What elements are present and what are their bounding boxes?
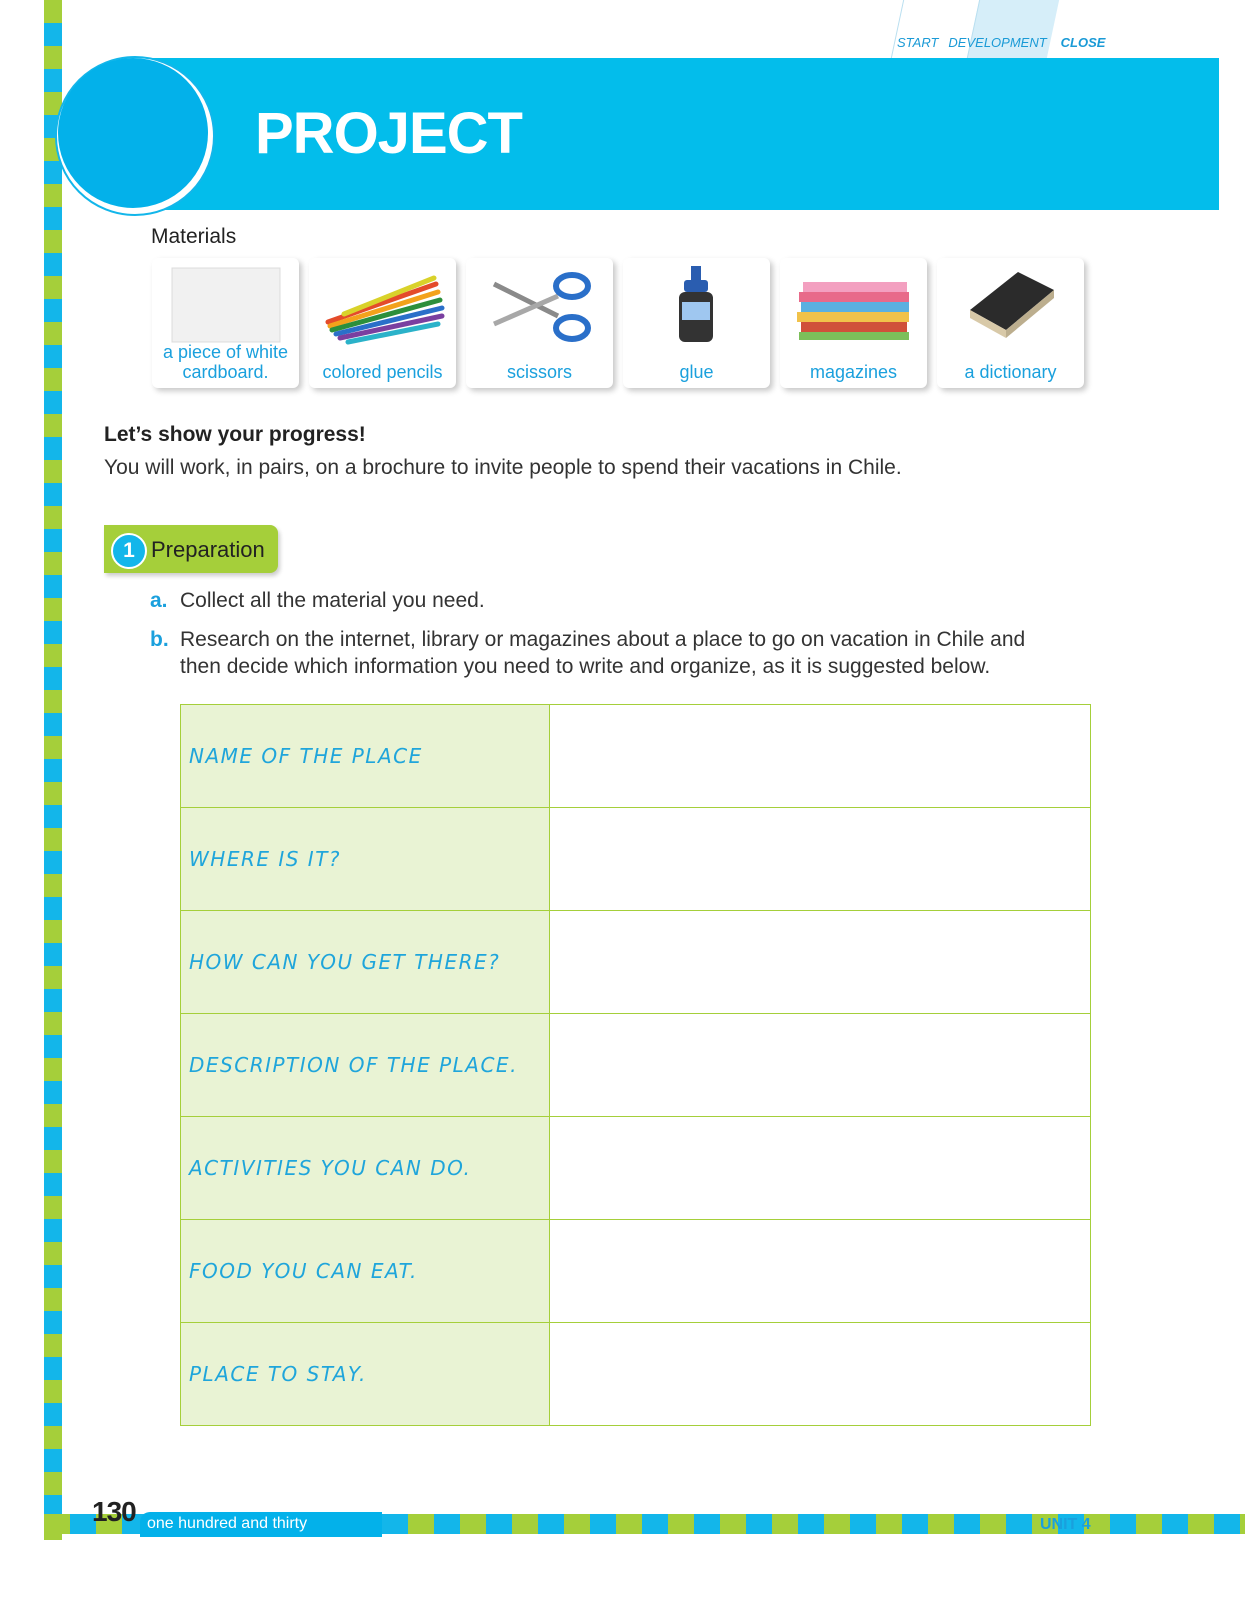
border-segment [44, 782, 62, 805]
border-segment [44, 1196, 62, 1219]
table-row [181, 705, 1091, 808]
border-segment [720, 1514, 746, 1534]
instruction-text: then decide which information you need to write and organize, as it is suggested below. [180, 655, 991, 678]
border-segment [876, 1514, 902, 1534]
table-row [181, 1323, 1091, 1426]
border-segment [408, 1514, 434, 1534]
brochure-planning-table [180, 704, 1091, 1426]
table-row [181, 808, 1091, 911]
progress-heading: Let’s show your progress! [104, 423, 366, 446]
border-segment [44, 1242, 62, 1265]
scissors-icon [466, 264, 613, 346]
border-segment [772, 1514, 798, 1534]
border-segment [850, 1514, 876, 1534]
border-segment [902, 1514, 928, 1534]
border-segment [1136, 1514, 1162, 1534]
border-segment [44, 805, 62, 828]
border-segment [44, 276, 62, 299]
answer-cell[interactable] [550, 1220, 1091, 1323]
border-segment [486, 1514, 512, 1534]
border-segment [44, 598, 62, 621]
material-card [623, 258, 770, 388]
border-segment [44, 414, 62, 437]
answer-cell[interactable] [550, 1323, 1091, 1426]
border-segment [1006, 1514, 1032, 1534]
border-segment [382, 1514, 408, 1534]
border-segment [44, 966, 62, 989]
border-segment [44, 989, 62, 1012]
section-title: Preparation [151, 537, 265, 562]
tab-development: DEVELOPMENT [948, 35, 1047, 50]
glue-icon [623, 264, 770, 346]
table-row [181, 1220, 1091, 1323]
material-card [937, 258, 1084, 388]
border-segment [746, 1514, 772, 1534]
border-segment [44, 1127, 62, 1150]
border-segment [44, 552, 62, 575]
table-row [181, 911, 1091, 1014]
material-label: scissors [506, 362, 572, 382]
border-segment [44, 1334, 62, 1357]
border-segment [44, 345, 62, 368]
unit-label: UNIT 4 [1040, 1516, 1091, 1533]
border-segment [1188, 1514, 1214, 1534]
border-segment [512, 1514, 538, 1534]
border-segment [44, 1081, 62, 1104]
border-segment [44, 575, 62, 598]
border-segment [44, 506, 62, 529]
border-segment [44, 184, 62, 207]
border-segment [44, 1426, 62, 1449]
material-card [309, 258, 456, 388]
border-segment [590, 1514, 616, 1534]
border-segment [44, 1150, 62, 1173]
banner-circle [58, 58, 208, 208]
border-segment [44, 1288, 62, 1311]
instruction-text: Collect all the material you need. [180, 589, 485, 612]
border-segment [434, 1514, 460, 1534]
border-segment [44, 897, 62, 920]
row-label: DESCRIPTION OF THE PLACE. [181, 1014, 550, 1117]
border-segment [798, 1514, 824, 1534]
border-segment [44, 207, 62, 230]
border-segment [668, 1514, 694, 1534]
border-segment [44, 920, 62, 943]
tab-close: CLOSE [1060, 35, 1106, 50]
instruction-letter: a. [150, 589, 168, 612]
material-label: colored pencils [322, 362, 443, 382]
dictionary-icon [937, 264, 1084, 346]
material-card [780, 258, 927, 388]
left-decorative-border [44, 0, 62, 1540]
border-segment [44, 0, 62, 23]
border-segment [44, 368, 62, 391]
border-segment [44, 460, 62, 483]
border-segment [44, 69, 62, 92]
border-segment [616, 1514, 642, 1534]
table-row [181, 1014, 1091, 1117]
border-segment [824, 1514, 850, 1534]
border-segment [954, 1514, 980, 1534]
material-label: a dictionary [964, 362, 1057, 382]
material-label: magazines [809, 362, 898, 382]
answer-cell[interactable] [550, 808, 1091, 911]
border-segment [44, 1472, 62, 1495]
border-segment [1110, 1514, 1136, 1534]
border-segment [44, 46, 62, 69]
instruction-b [150, 626, 1025, 680]
row-label: ACTIVITIES YOU CAN DO. [181, 1117, 550, 1220]
section-preparation-badge [104, 525, 278, 573]
border-segment [44, 1357, 62, 1380]
border-segment [44, 483, 62, 506]
border-segment [44, 299, 62, 322]
instruction-text: Research on the internet, library or magazines about a place to go on vacation in Chile and [180, 628, 1026, 651]
section-number: 1 [111, 533, 147, 569]
border-segment [1162, 1514, 1188, 1534]
border-segment [642, 1514, 668, 1534]
border-segment [44, 1219, 62, 1242]
instruction-letter: b. [150, 628, 169, 651]
border-segment [44, 529, 62, 552]
border-segment [44, 1380, 62, 1403]
row-label: FOOD YOU CAN EAT. [181, 1220, 550, 1323]
border-segment [44, 736, 62, 759]
border-segment [44, 1311, 62, 1334]
materials-list [152, 258, 1084, 388]
border-segment [538, 1514, 564, 1534]
border-segment [44, 1035, 62, 1058]
border-segment [44, 23, 62, 46]
border-segment [928, 1514, 954, 1534]
border-segment [44, 437, 62, 460]
material-card [152, 258, 299, 388]
border-segment [44, 690, 62, 713]
border-segment [44, 1058, 62, 1081]
border-segment [44, 230, 62, 253]
border-segment [44, 1104, 62, 1127]
border-segment [44, 391, 62, 414]
page-number-words: one hundred and thirty [147, 1515, 308, 1532]
border-segment [44, 1403, 62, 1426]
border-segment [1214, 1514, 1240, 1534]
page-number: 130 [92, 1496, 136, 1527]
border-segment [44, 322, 62, 345]
table-row [181, 1117, 1091, 1220]
border-segment [44, 759, 62, 782]
instruction-a [150, 587, 485, 614]
material-label: a piece of white cardboard. [162, 342, 289, 382]
border-segment [44, 943, 62, 966]
border-segment [694, 1514, 720, 1534]
answer-cell[interactable] [550, 911, 1091, 1014]
answer-cell[interactable] [550, 1014, 1091, 1117]
magazines-icon [780, 264, 927, 346]
row-label: WHERE IS IT? [181, 808, 550, 911]
border-segment [980, 1514, 1006, 1534]
colored-pencils-icon [309, 264, 456, 346]
page-title: PROJECT [255, 101, 522, 166]
border-segment [460, 1514, 486, 1534]
row-label: PLACE TO STAY. [181, 1323, 550, 1426]
section-tabs [805, 0, 1106, 58]
border-segment [44, 713, 62, 736]
cardboard-icon [152, 264, 299, 346]
border-segment [44, 621, 62, 644]
border-segment [44, 1265, 62, 1288]
material-label: glue [679, 362, 714, 382]
border-segment [44, 253, 62, 276]
row-label: NAME OF THE PLACE [181, 705, 550, 808]
tab-start: START [897, 35, 939, 50]
border-segment [44, 1012, 62, 1035]
border-segment [44, 851, 62, 874]
answer-cell[interactable] [550, 705, 1091, 808]
progress-description: You will work, in pairs, on a brochure to invite people to spend their vacations in Chile. [104, 456, 902, 479]
border-segment [44, 667, 62, 690]
border-segment [44, 644, 62, 667]
materials-heading: Materials [151, 225, 237, 248]
material-card [466, 258, 613, 388]
answer-cell[interactable] [550, 1117, 1091, 1220]
row-label: HOW CAN YOU GET THERE? [181, 911, 550, 1014]
border-segment [1240, 1514, 1245, 1534]
border-segment [44, 1173, 62, 1196]
border-segment [564, 1514, 590, 1534]
border-segment [44, 1449, 62, 1472]
border-segment [44, 874, 62, 897]
border-segment [44, 828, 62, 851]
border-segment [44, 1514, 70, 1534]
